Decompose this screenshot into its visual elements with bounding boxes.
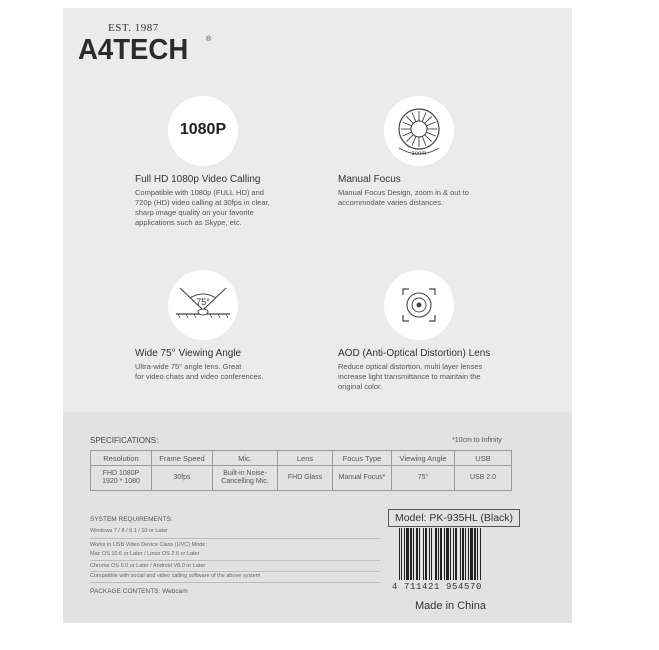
barcode-bars <box>398 528 512 580</box>
spec-header-resolution: Resolution <box>91 451 152 466</box>
1080p-badge-label: 1080P <box>179 121 227 138</box>
barcode-bar <box>440 528 442 580</box>
system-line: Chrome OS 6.0 or Later / Android V8.0 or Later <box>90 563 206 569</box>
barcode-bar <box>406 528 409 580</box>
spec-header-lens: Lens <box>278 451 333 466</box>
zoom-label: zoom <box>411 151 427 157</box>
aod-lens-icon <box>384 270 454 340</box>
barcode-bar <box>425 528 427 580</box>
barcode-bar <box>444 528 445 580</box>
spec-header-frame-speed: Frame Speed <box>152 451 213 466</box>
system-line: Works in USB Video Device Class (UVC) Mode: <box>90 542 207 548</box>
spec-value-mic: Built-in Noise- Cancelling Mic. <box>213 466 278 491</box>
package-contents: PACKAGE CONTENTS: Webcam <box>90 588 188 595</box>
divider <box>90 560 380 561</box>
spec-value-resolution: FHD 1080P 1920 * 1080 <box>91 466 152 491</box>
zoom-lens-icon <box>384 96 454 166</box>
barcode-bar <box>399 528 400 580</box>
barcode-bar <box>438 528 439 580</box>
aod-lens-graphic <box>384 270 454 340</box>
feature-title-1080p: Full HD 1080p Video Calling <box>135 174 261 185</box>
barcode-bar <box>416 528 418 580</box>
divider <box>90 538 380 539</box>
spec-header-viewing-angle: Viewing Angle <box>392 451 455 466</box>
barcode-bar <box>429 528 430 580</box>
barcode-bar <box>465 528 466 580</box>
barcode-bar <box>419 528 420 580</box>
barcode-bar <box>423 528 424 580</box>
spec-value-viewing-angle: 75° <box>392 466 455 491</box>
angle-label: 75° <box>196 297 210 307</box>
barcode-bar <box>413 528 414 580</box>
barcode-bar <box>401 528 402 580</box>
model-label: Model: PK-935HL (Black) <box>388 509 520 527</box>
barcode-bar <box>470 528 473 580</box>
brand-reg: ® <box>206 36 212 43</box>
barcode-bar <box>455 528 457 580</box>
spec-header-focus-type: Focus Type <box>333 451 392 466</box>
barcode-bar <box>410 528 412 580</box>
barcode-bar <box>468 528 469 580</box>
barcode-bar <box>477 528 478 580</box>
system-line: Windows 7 / 8 / 8.1 / 10 or Later <box>90 528 168 534</box>
barcode-bar <box>480 528 481 580</box>
feature-title-focus: Manual Focus <box>338 174 401 185</box>
spec-value-lens: FHD Glass <box>278 466 333 491</box>
spec-value-focus-type: Manual Focus* <box>333 466 392 491</box>
feature-title-angle: Wide 75° Viewing Angle <box>135 348 242 359</box>
spec-header-row <box>91 451 512 466</box>
barcode-bar <box>435 528 437 580</box>
system-title: SYSTEM REQUIREMENTS: <box>90 516 173 523</box>
made-in-label: Made in China <box>415 600 486 612</box>
spec-header-usb: USB <box>455 451 512 466</box>
system-line: Mac OS 10.6 or Later / Linux OS 2.6 or Later <box>90 551 200 557</box>
viewing-angle-icon <box>168 270 238 340</box>
spec-title: SPECIFICATIONS: <box>90 436 159 445</box>
barcode-bar <box>450 528 451 580</box>
spec-table <box>90 450 512 491</box>
barcode-bar <box>474 528 476 580</box>
barcode-bar <box>453 528 454 580</box>
barcode-number: 4 711421 954570 <box>392 582 483 592</box>
divider <box>90 571 380 572</box>
spec-value-usb: USB 2.0 <box>455 466 512 491</box>
spec-note: *10cm to Infinity <box>452 437 502 444</box>
system-line: Compatible with social and video calling software of the above system <box>90 573 261 579</box>
spec-value-row <box>91 466 512 491</box>
spec-value-frame-speed: 30fps <box>152 466 213 491</box>
barcode-bar <box>404 528 405 580</box>
1080p-badge-icon <box>168 96 238 166</box>
feature-title-aod: AOD (Anti-Optical Distortion) Lens <box>338 348 491 359</box>
brand-est: EST. 1987 <box>108 22 159 34</box>
barcode <box>398 528 512 580</box>
barcode-bar <box>446 528 449 580</box>
barcode-bar <box>431 528 432 580</box>
brand-name: A4TECH <box>78 34 189 66</box>
barcode-bar <box>462 528 464 580</box>
barcode-bar <box>460 528 461 580</box>
divider <box>90 582 380 583</box>
spec-header-mic: Mic. <box>213 451 278 466</box>
